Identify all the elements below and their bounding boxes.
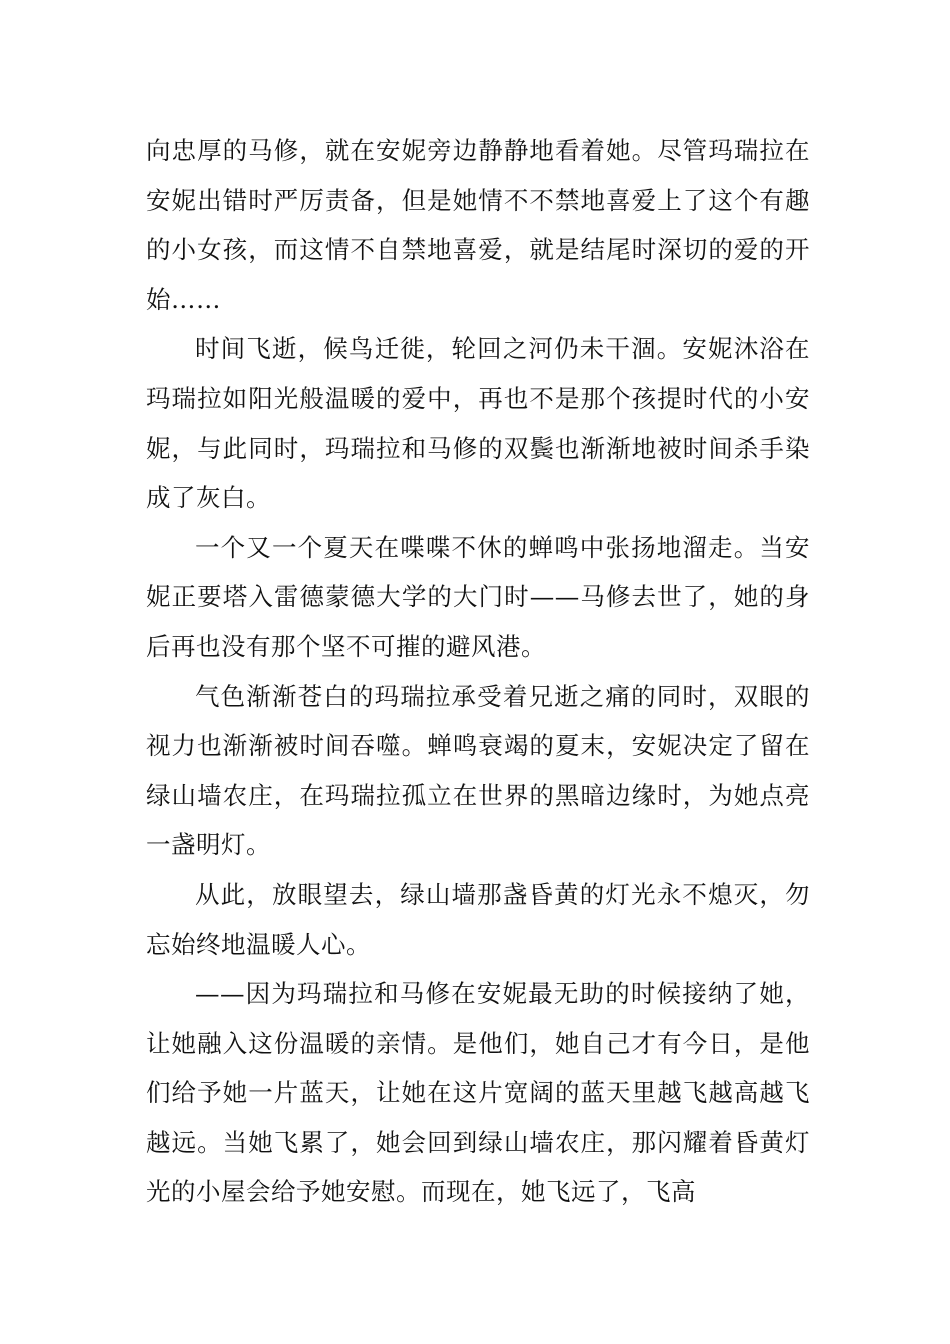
paragraph-6: ——因为玛瑞拉和马修在安妮最无助的时候接纳了她，让她融入这份温暖的亲情。是他们，她自己才有今日，是他们给予她一片蓝天，让她在这片宽阔的蓝天里越飞越高越飞越远。当她飞累了，她会回到绿山墙农庄，那闪耀着昏黄灯光的小屋会给予她安慰。而现在，她飞远了，飞高 [146,979,810,1207]
paragraph-5: 从此，放眼望去，绿山墙那盏昏黄的灯光永不熄灭，勿忘始终地温暖人心。 [146,879,810,959]
paragraph-3: 一个又一个夏天在喋喋不休的蝉鸣中张扬地溜走。当安妮正要塔入雷德蒙德大学的大门时——马修去世了，她的身后再也没有那个坚不可摧的避风港。 [146,532,810,661]
paragraph-1: 向忠厚的马修，就在安妮旁边静静地看着她。尽管玛瑞拉在安妮出错时严厉责备，但是她情不不禁地喜爱上了这个有趣的小女孩，而这情不自禁地喜爱，就是结尾时深切的爱的开始…… [146,136,810,314]
paragraph-2: 时间飞逝，候鸟迁徙，轮回之河仍未干涸。安妮沐浴在玛瑞拉如阳光般温暖的爱中，再也不是那个孩提时代的小安妮，与此同时，玛瑞拉和马修的双鬓也渐渐地被时间杀手染成了灰白。 [146,334,810,513]
paragraph-4: 气色渐渐苍白的玛瑞拉承受着兄逝之痛的同时，双眼的视力也渐渐被时间吞噬。蝉鸣衰竭的夏末，安妮决定了留在绿山墙农庄，在玛瑞拉孤立在世界的黑暗边缘时，为她点亮一盏明灯。 [146,681,810,860]
body-text [146,126,810,1217]
